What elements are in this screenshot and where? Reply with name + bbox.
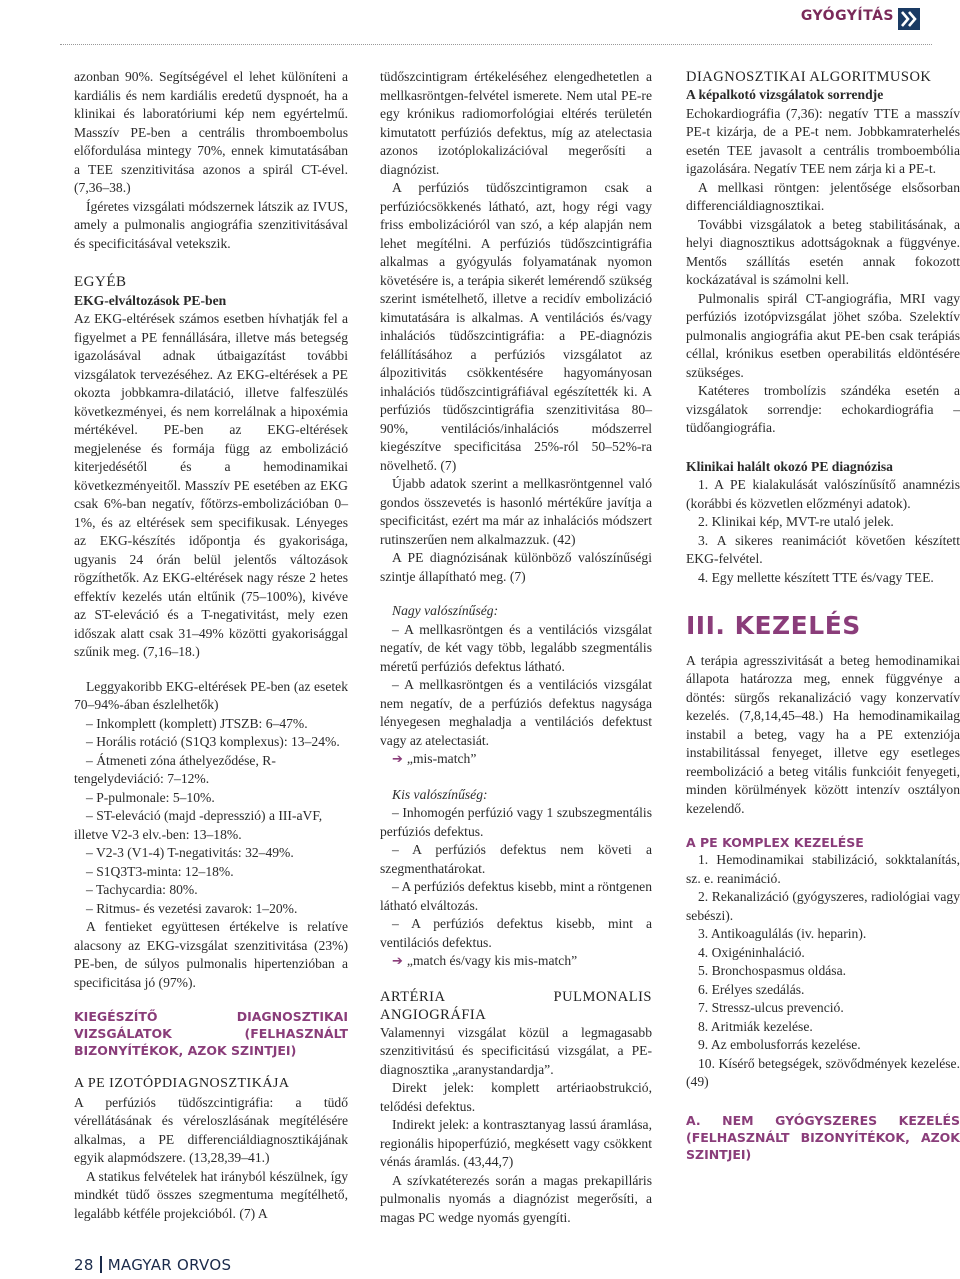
list-item: – A perfúziós defektus kisebb, mint a röntgenen látható elváltozás.: [380, 879, 652, 913]
probability-heading-low: Kis valószínűség:: [392, 786, 488, 802]
subheading-kepalkoto: A képalkotó vizsgálatok sorrendje: [686, 87, 884, 102]
subheading-izotop: A PE IZOTÓPDIAGNOSZTIKÁJA: [74, 1076, 290, 1091]
list-item: – Inkomplett (komplett) JTSZB: 6–47%.: [86, 715, 308, 731]
column-right: [686, 68, 960, 1163]
ekg-findings-list: [74, 715, 348, 919]
list-item: 2. Rekanalizáció (gyógyszeres, radiológiai vagy sebészi).: [686, 889, 960, 923]
paragraph: A mellkasi röntgen: jelentősége elsősorban differenciáldiagnosztikai.: [686, 179, 960, 213]
list-item: – A mellkasröntgen és a ventilációs vizsgálat negatív, de két vagy több, legalább szegmentális méretű perfúziós defektus látható.: [380, 621, 652, 674]
list-item: – P-pulmonale: 5–10%.: [86, 789, 215, 805]
paragraph: További vizsgálatok a beteg stabilitásának, a helyi diagnosztikus adottságoknak a függvénye. Mentős szállítás esetén annak fokozott kockázatával is számolni kell.: [686, 216, 960, 287]
paragraph: Leggyakoribb EKG-eltérések PE-ben (az esetek 70–94%-ában észlelhetők): [74, 678, 348, 712]
list-item: 3. Antikoagulálás (iv. heparin).: [698, 926, 867, 941]
list-item: – Horális rotáció (S1Q3 komplexus): 13–24%.: [86, 734, 340, 749]
column-middle: [380, 68, 652, 1227]
list-item: 4. Egy mellette készített TTE és/vagy TEE.: [698, 569, 934, 585]
list-item: 6. Erélyes szedálás.: [698, 981, 805, 997]
list-item: – A perfúziós defektus kisebb, mint a ventilációs defektus.: [380, 916, 652, 950]
paragraph: Pulmonalis spirál CT-angiográfia, MRI vagy perfúziós izotópvizsgálat jöhet szóba. Szelektív pulmonalis angiográfia akut PE-ben csak terápiás céllal, krónikus esetben operabilitás eldöntésére szükséges.: [686, 290, 960, 380]
list-item: – V2-3 (V1-4) T-negativitás: 32–49%.: [86, 845, 294, 860]
list-item: – A mellkasröntgen és a ventilációs vizsgálat nem negatív, de a perfúziós defektus nagysága lényegesen meghaladja a ventilációs defektust vagy az atelectasiát.: [380, 677, 652, 748]
category-label: GYÓGYÍTÁS: [800, 8, 894, 24]
header-divider: [60, 44, 932, 45]
list-item: 8. Aritmiák kezelése.: [698, 1018, 813, 1034]
list-item: 7. Stressz-ulcus prevenció.: [698, 1000, 844, 1015]
list-item: – A perfúziós defektus nem követi a szegmenthatárokat.: [380, 842, 652, 876]
journal-name: MAGYAR ORVOS: [107, 1256, 232, 1274]
paragraph: Katéteres trombolízis szándéka esetén a vizsgálatok sorrendje: echokardiográfia – tüdőangiográfia.: [686, 383, 960, 435]
double-chevron-right-icon: [898, 8, 920, 30]
paragraph: tüdőszcintigram értékeléséhez elengedhetetlen a mellkasröntgen-felvétel ismerete. Nem utal PE-re egy krónikus radiomorfológiai eltérés területén kimutatott perfúziós defektus, míg az atelectasia azonos izotóplokalizációval megerősíti a diagnózist.: [380, 69, 652, 177]
paragraph: Direkt jelek: komplett artériaobstrukció, telődési defektus.: [380, 1080, 652, 1114]
paragraph: A perfúziós tüdőszcintigráfia: a tüdő vérellátásának és véreloszlásának megítélésére alkalmas, a PE differenciáldiagnosztikájának egyik alapmódszere. (13,28,39–41.): [74, 1094, 348, 1165]
section-heading-algoritmusok: DIAGNOSZTIKAI ALGORITMUSOK: [686, 69, 932, 85]
paragraph: Valamennyi vizsgálat közül a legmagasabb szenzitivitású és specificitású vizsgálat, a PE-diagnosztika „aranystandardja”.: [380, 1024, 652, 1077]
subheading-nem-gyogyszeres: A. NEM GYÓGYSZERES KEZELÉS (FELHASZNÁLT BIZONYÍTÉKOK, AZOK SZINTJEI): [686, 1112, 960, 1162]
list-item: 3. A sikeres reanimációt követően készített EKG-felvétel.: [686, 532, 960, 566]
page-header: [0, 0, 960, 40]
list-item: – Ritmus- és vezetési zavarok: 1–20%.: [86, 900, 298, 916]
page-number: 28: [74, 1256, 94, 1274]
paragraph: A terápia agresszivitását a beteg hemodinamikai állapota határozza meg, ennek függvénye a döntés: sürgős rekanalizáció vagy konzervatív kezelés. (7,8,14,45–48.) Ha hemodinamikailag instabil a beteg, vagy ha a PE extenziója instabilitással fenyeget, illetve egy esetleges reembolizáció a beteg vitális funkcióit fenyegeti, minden körülmények között intenzív osztályon kezelendő.: [686, 652, 960, 816]
list-item: 10. Kísérő betegségek, szövődmények kezelése. (49): [686, 1055, 960, 1089]
page-footer: [74, 1256, 231, 1274]
paragraph: azonban 90%. Segítségével el lehet különíteni a kardiális és nem kardiális eredetű dyspnoét, ha a klinikai és laboratóriumi kép nem egyértelmű. Masszív PE-ben a centrális thromboembolus előfordulása mintegy 70%, ennek kimutatásában a TEE szenzitivitása azonos a spirál CT-ével. (7,36–38.): [74, 69, 348, 195]
arrow-right-icon: ➔: [392, 954, 403, 969]
column-left: [74, 68, 348, 1223]
section-heading-egyeb: EGYÉB: [74, 274, 127, 290]
result-line: ➔ „match és/vagy kis mis-match”: [392, 953, 578, 969]
paragraph: A fentieket együttesen értékelve is relatíve alacsony az EKG-vizsgálat szenzitivitása (23%) PE-ben, de súlyos pulmonalis hipertenzióban a specificitása jó (97%).: [74, 919, 348, 990]
paragraph: Echokardiográfia (7,36): negatív TTE a masszív PE-t kizárja, de a PE-t nem. Jobbkamraterhelés esetén TEE javasolt a centrális tromboembólia igazolására. Negatív TEE nem zárja ki a PE-t.: [686, 105, 960, 176]
list-item: – Átmeneti zóna áthelyeződése, R-tengelydeviáció: 7–12%.: [74, 752, 276, 786]
paragraph: Indirekt jelek: a kontrasztanyag lassú áramlása, regionális hipoperfúzió, megkésett vagy csökkent vénás áramlás. (43,44,7): [380, 1117, 652, 1169]
section-heading-kiegeszito: KIEGÉSZÍTŐ DIAGNOSZTIKAI VIZSGÁLATOK (FELHASZNÁLT BIZONYÍTÉKOK, AZOK SZINTJEI): [74, 1009, 348, 1058]
list-item: 1. Hemodinamikai stabilizáció, sokktalanítás, sz. e. reanimáció.: [686, 852, 960, 886]
paragraph: A szívkatéterezés során a magas prekapilláris pulmonalis nyomás a diagnózist megerősíti, a magas PC wedge nyomás gyengíti.: [380, 1172, 652, 1225]
arrow-right-icon: ➔: [392, 752, 403, 767]
section-heading-kezeles: III. KEZELÉS: [686, 611, 861, 640]
footer-separator: [100, 1256, 102, 1273]
list-item: 1. A PE kialakulását valószínűsítő anamnézis (korábbi és közvetlen előzményi adatok).: [686, 477, 960, 511]
paragraph: Az EKG-eltérések számos esetben hívhatják fel a figyelmet a PE fennállására, illetve más betegség igazolásával adnak útbaigazítást további vizsgálatok tervezéséhez. Az EKG-eltérések a PE okozta jobbkamra-dilatáció, illetve falfeszülés következményei, és nem korrelálnak a hipoxémia mértékével. PE-ben az EKG-eltérések megjelenése és formája függ az embolizáció kiterjedésétől és a hemodinamikai következményeitől. Masszív PE esetében az EKG csak 6%-ban negatív, főtörzs-embolizációban 0–1%, és az eltérések sem specifikusak. Lényeges az EKG-készítés időpontja és gyakorisága, ugyanis 24 órán belül jelentős változások rögzíthetők. Az EKG-eltérések nagy része 2 hetes effektív kezelés után eltűnik (75–100%), kivéve az ST-eleváció és a T-negativitást, mely ezen időszak alatt csak 31–49% közötti gyakorisággal szűnik meg. (7,16–18.): [74, 311, 348, 659]
subheading-komplex-kezeles: A PE KOMPLEX KEZELÉSE: [686, 835, 864, 850]
paragraph: Ígéretes vizsgálati módszernek látszik az IVUS, amely a pulmonalis angiográfia szenzitivitásával és specificitásával vetekszik.: [74, 198, 348, 251]
paragraph: A PE diagnózisának különböző valószínűségi szintje állapítható meg. (7): [380, 550, 652, 584]
probability-heading-high: Nagy valószínűség:: [392, 603, 499, 618]
list-item: 9. Az embolusforrás kezelése.: [698, 1037, 861, 1052]
paragraph: A statikus felvételek hat irányból készülnek, így mindkét tüdő összes szegmentuma megítélhető, legalább kétféle projekcióból. (7) A: [74, 1168, 348, 1221]
paragraph: A perfúziós tüdőszcintigramon csak a perfúziócsökkenés látható, azt, hogy régi vagy friss embolizációról van szó, a kép alapján nem lehet megítélni. A perfúziós tüdőszcintigráfia alkalmas a gyógyulás folyamatának nyomon követésére is, a terápia sikerét lemérendő szükség szerint ismételhető, illetve a recidív embolizáció kimutatására is alkalmas. A ventilációs és/vagy inhalációs tüdőszcintigráfia: a PE-diagnózis felállításához a perfúziós vizsgálatot az álpozitivitás csökkentésére hagyományosan inhalációs tüdőszcintigráfiával egészítették ki. A perfúziós tüdőszcintigráfia szenzitivitása 80–90%, ventilációs/inhalációs módszerrel kiegészítve specificitása 25%-ról 50–52%-ra növelhető. (7): [380, 180, 652, 473]
list-item: – S1Q3T3-minta: 12–18%.: [86, 863, 234, 879]
result-line: ➔ „mis-match”: [392, 751, 477, 767]
list-item: 5. Bronchospasmus oldása.: [698, 963, 847, 978]
list-item: – Inhomogén perfúzió vagy 1 szubszegmentális perfúziós defektus.: [380, 805, 652, 839]
subheading-arteria-pulmonalis: ARTÉRIA PULMONALIS ANGIOGRÁFIA: [380, 988, 652, 1023]
list-item: 2. Klinikai kép, MVT-re utaló jelek.: [698, 514, 894, 529]
subheading-ekg: EKG-elváltozások PE-ben: [74, 292, 227, 308]
list-item: – Tachycardia: 80%.: [86, 882, 198, 897]
list-item: 4. Oxigéninhaláció.: [698, 944, 805, 960]
subheading-klinikai-halal: Klinikai halált okozó PE diagnózisa: [686, 458, 893, 474]
paragraph: Újabb adatok szerint a mellkasröntgennel való gondos összevetés is hasonló mértékűre javítja a specificitást, ezért ma már az inhalációs módszert rutinszerűen nem alkalmazzuk. (42): [380, 476, 652, 547]
list-item: – ST-eleváció (majd -depresszió) a III-aVF, illetve V2-3 elv.-ben: 13–18%.: [74, 808, 323, 842]
